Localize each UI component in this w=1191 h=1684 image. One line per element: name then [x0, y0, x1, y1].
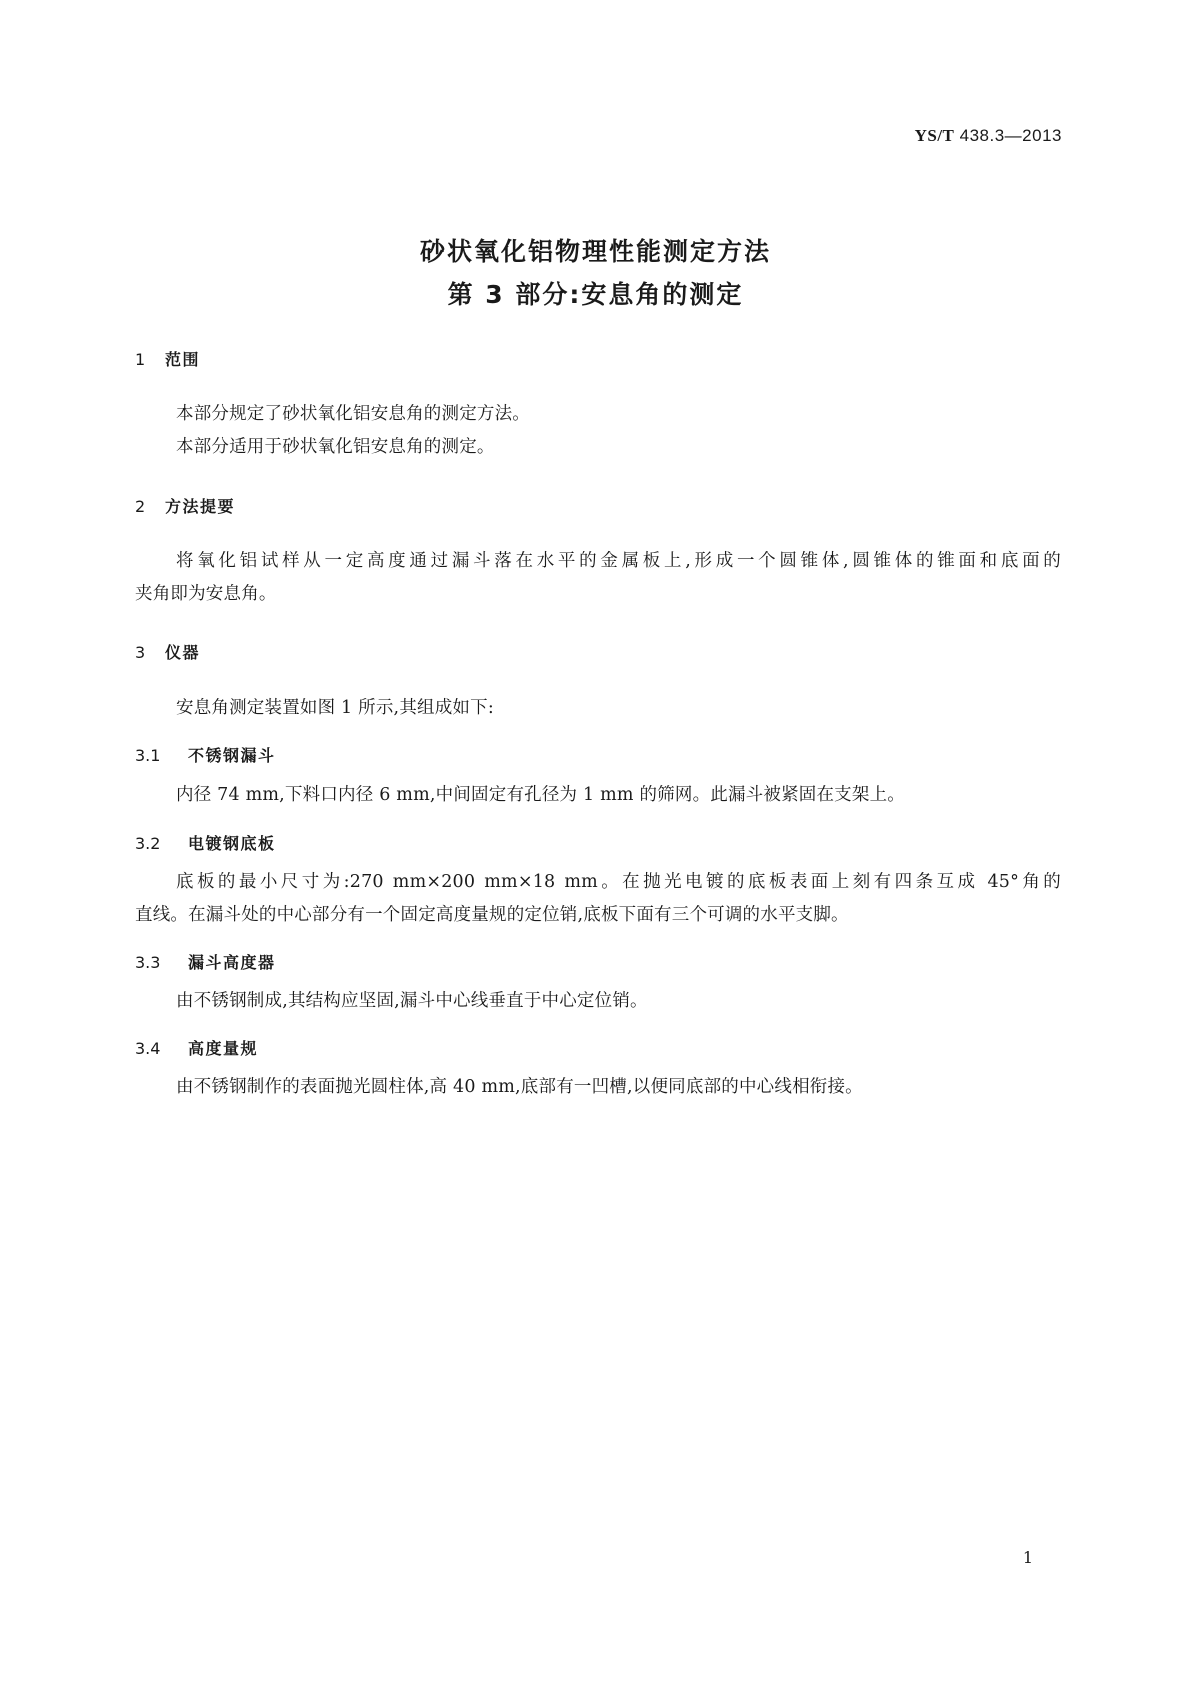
section-number: 3 — [135, 643, 146, 662]
standard-number: 438.3—2013 — [959, 126, 1062, 145]
subsection-title: 不锈钢漏斗 — [188, 746, 276, 765]
paragraph: 本部分适用于砂状氧化铝安息角的测定。 — [176, 437, 495, 457]
section-title: 范围 — [165, 350, 201, 369]
subsection-number: 3.1 — [135, 746, 161, 765]
subsection-number: 3.3 — [135, 953, 161, 972]
section-2-body — [135, 545, 1061, 611]
subsection-3-3-heading — [135, 950, 276, 973]
subsection-3-2-body — [135, 866, 1061, 932]
section-3-intro — [135, 692, 1061, 725]
paragraph-line: 将氧化铝试样从一定高度通过漏斗落在水平的金属板上,形成一个圆锥体,圆锥体的锥面和底面的 — [176, 551, 1061, 571]
subsection-3-3-body — [135, 985, 1061, 1018]
subsection-3-4-heading — [135, 1036, 258, 1059]
document-title: 砂状氧化铝物理性能测定方法 — [419, 237, 771, 266]
subsection-title: 电镀钢底板 — [188, 834, 276, 853]
subsection-3-2-heading — [135, 831, 276, 854]
section-number: 1 — [135, 350, 146, 369]
paragraph: 由不锈钢制成,其结构应坚固,漏斗中心线垂直于中心定位销。 — [176, 991, 648, 1011]
paragraph: 内径 74 mm,下料口内径 6 mm,中间固定有孔径为 1 mm 的筛网。此漏斗被紧固在支架上。 — [176, 785, 905, 805]
subsection-number: 3.4 — [135, 1039, 161, 1058]
document-subtitle: 第 3 部分:安息角的测定 — [447, 280, 744, 309]
section-title: 仪器 — [165, 643, 201, 662]
paragraph-line: 底板的最小尺寸为:270 mm×200 mm×18 mm。在抛光电镀的底板表面上刻有四条互成 45°角的 — [176, 872, 1061, 892]
standard-prefix: YS/T — [914, 126, 955, 145]
paragraph-line: 直线。在漏斗处的中心部分有一个固定高度量规的定位销,底板下面有三个可调的水平支脚。 — [135, 905, 849, 925]
paragraph: 本部分规定了砂状氧化铝安息角的测定方法。 — [176, 404, 530, 424]
subsection-3-4-body — [135, 1071, 1061, 1104]
section-number: 2 — [135, 497, 146, 516]
section-2-heading — [135, 494, 235, 517]
section-title: 方法提要 — [165, 497, 236, 516]
standard-code — [915, 126, 1062, 146]
page-number: 1 — [1022, 1548, 1033, 1567]
subsection-title: 漏斗高度器 — [188, 953, 276, 972]
subsection-3-1-body — [135, 779, 1061, 812]
section-3-heading — [135, 640, 200, 663]
subsection-number: 3.2 — [135, 834, 161, 853]
subsection-title: 高度量规 — [188, 1039, 259, 1058]
section-1-body — [135, 398, 1061, 464]
section-1-heading — [135, 347, 200, 370]
paragraph: 安息角测定装置如图 1 所示,其组成如下: — [176, 698, 494, 718]
paragraph: 由不锈钢制作的表面抛光圆柱体,高 40 mm,底部有一凹槽,以便同底部的中心线相衔接。 — [176, 1077, 863, 1097]
subsection-3-1-heading — [135, 743, 276, 766]
paragraph-line: 夹角即为安息角。 — [135, 584, 277, 604]
